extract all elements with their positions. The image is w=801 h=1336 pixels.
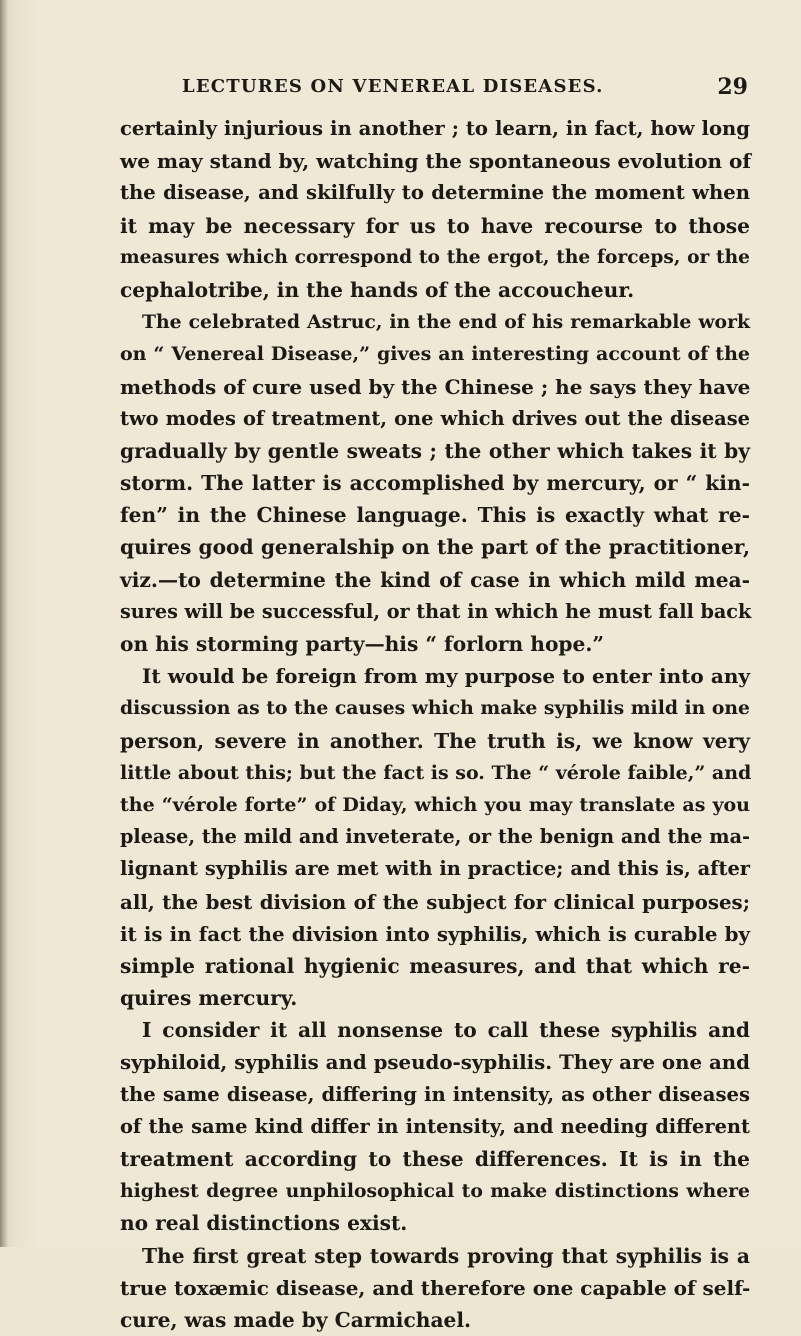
text-line: quires good generalship on the part of the practitioner, <box>120 535 750 560</box>
text-line: viz.—to determine the kind of case in which mild mea- <box>120 567 750 592</box>
text-line: true toxæmic disease, and therefore one capable of self- <box>120 1275 751 1300</box>
text-line: storm. The latter is accomplished by mercury, or “ kin- <box>120 471 750 496</box>
text-line: quires mercury. <box>120 986 298 1011</box>
text-line: it is in fact the division into syphilis, which is curable by <box>120 921 750 946</box>
text-line: of the same kind differ in intensity, and needing different <box>120 1114 750 1138</box>
text-line: fen” in the Chinese language. This is exactly what re- <box>120 503 750 528</box>
text-line: it may be necessary for us to have recourse to those <box>120 213 750 238</box>
text-line: discussion as to the causes which make syphilis mild in one <box>120 697 750 720</box>
running-title: LECTURES ON VENEREAL DISEASES. <box>182 76 604 97</box>
text-line: The celebrated Astruc, in the end of his remarkable work <box>142 311 750 334</box>
text-line: treatment according to these differences. It is in the <box>120 1147 750 1171</box>
text-line: highest degree unphilosophical to make distinctions where <box>120 1180 750 1203</box>
binding-gutter-shadow <box>0 0 8 1247</box>
text-line: certainly injurious in another ; to learn, in fact, how long <box>120 117 750 140</box>
text-line: methods of cure used by the Chinese ; he says they have <box>120 374 751 399</box>
text-line: the disease, and skilfully to determine the moment when <box>120 181 750 205</box>
text-line: I consider it all nonsense to call these syphilis and <box>142 1018 750 1043</box>
page-number: 29 <box>717 74 748 100</box>
text-line: It would be foreign from my purpose to enter into any <box>142 664 750 689</box>
text-line: on his storming party—his “ forlorn hope.” <box>120 632 605 656</box>
text-line: gradually by gentle sweats ; the other which takes it by <box>120 438 750 463</box>
text-line: little about this; but the fact is so. The “ vérole faible,” and <box>120 761 752 784</box>
text-line: cephalotribe, in the hands of the accoucheur. <box>120 277 635 302</box>
text-line: simple rational hygienic measures, and that which re- <box>120 953 750 978</box>
text-line: please, the mild and inveterate, or the benign and the ma- <box>120 825 750 849</box>
body-text <box>120 113 750 1336</box>
text-line: we may stand by, watching the spontaneous evolution of <box>120 149 751 174</box>
text-line: sures will be successful, or that in which he must fall back <box>120 599 752 623</box>
text-line: two modes of treatment, one which drives out the disease <box>120 406 750 430</box>
text-line: syphiloid, syphilis and pseudo-syphilis. They are one and <box>120 1050 750 1075</box>
text-line: person, severe in another. The truth is, we know very <box>120 728 750 753</box>
text-line: all, the best division of the subject for clinical purposes; <box>120 889 750 914</box>
text-line: cure, was made by Carmichael. <box>120 1307 472 1332</box>
text-line: no real distinctions exist. <box>120 1211 408 1236</box>
text-line: the “vérole forte” of Diday, which you may translate as you <box>120 793 750 816</box>
text-line: The first great step towards proving that syphilis is a <box>142 1243 750 1268</box>
text-line: measures which correspond to the ergot, the forceps, or the <box>120 246 750 268</box>
text-line: lignant syphilis are met with in practice; and this is, after <box>120 857 750 881</box>
text-line: on “ Venereal Disease,” gives an interesting account of the <box>120 343 750 366</box>
text-line: the same disease, differing in intensity, as other diseases <box>120 1082 750 1106</box>
running-head <box>120 74 750 104</box>
